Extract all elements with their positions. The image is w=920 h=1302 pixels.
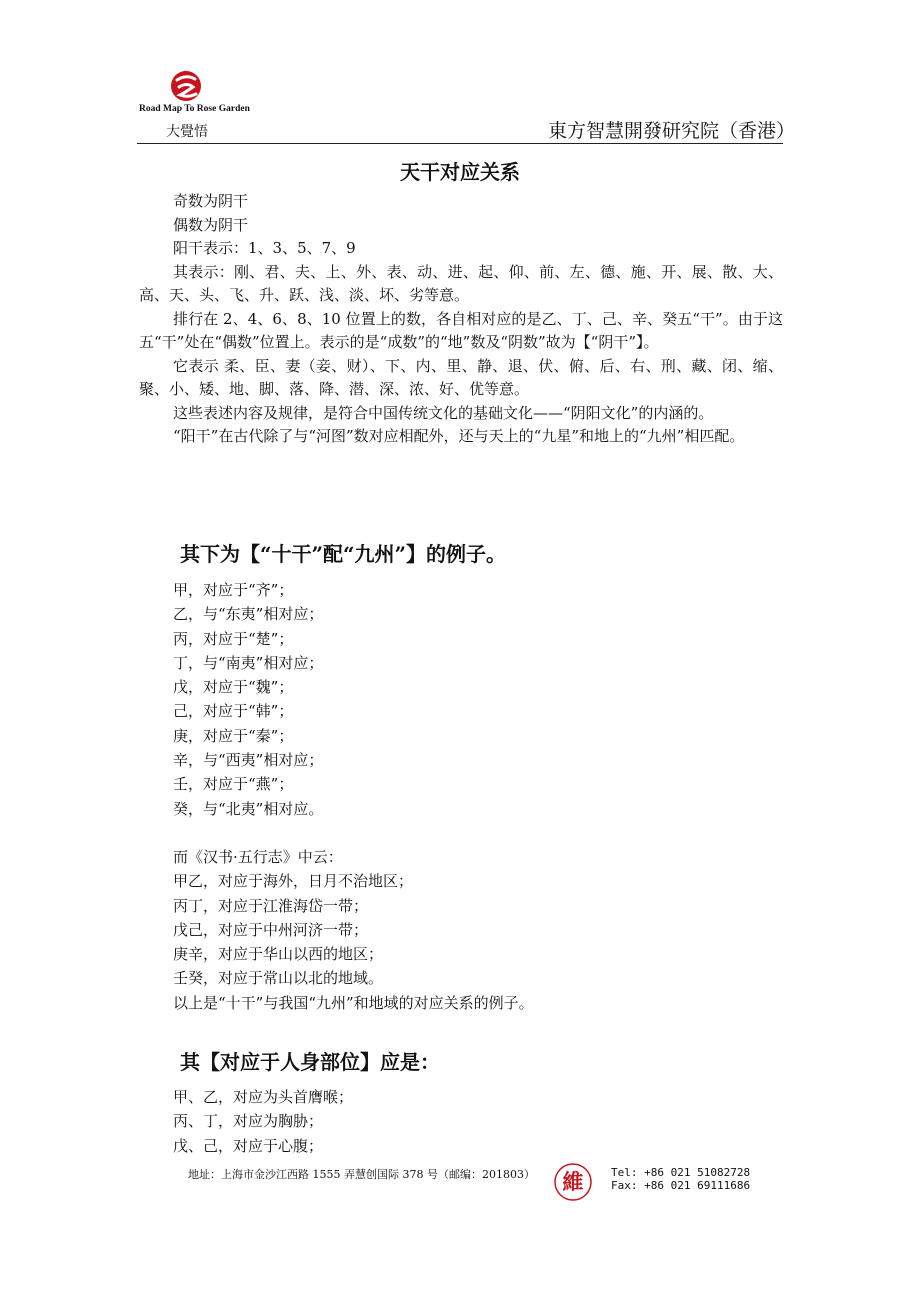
list-item: 甲乙，对应于海外，日月不治地区； [173,872,414,891]
list-item: 甲，对应于“齐”； [173,581,294,599]
jiuzhou-list [173,578,773,821]
list-item: 戊己，对应于中州河济一带； [173,920,369,939]
list-item: 戊，对应于“魏”； [173,678,294,697]
list-item: 辛，与“西夷”相对应； [173,751,324,770]
intro-section [139,190,783,449]
list-item: 丙，对应于“楚”； [173,629,294,648]
logo-icon [168,68,204,104]
institute-name: 東方智慧開發研究院（香港） [547,120,795,142]
paragraph: 奇数为阴干 [173,192,249,210]
paragraph: 偶数为阴干 [173,215,249,234]
list-item: 丙丁，对应于江淮海岱一带； [173,896,369,915]
paragraph: “阳干”在古代除了与“河图”数对应相配外，还与天上的“九星”和地上的“九州”相匹配。 [173,427,745,445]
footer-tel: Tel: +86 021 51082728 [611,1166,751,1179]
list-item: 庚辛，对应于华山以西的地区； [173,945,384,964]
section-heading-body-parts: 其【对应于人身部位】应是： [180,1050,440,1074]
section-heading-jiuzhou: 其下为【“十干”配“九州”】的例子。 [180,542,507,566]
svg-text:維: 維 [562,1169,584,1194]
list-item: 壬，对应于“燕”； [173,775,294,794]
list-item: 癸，与“北夷”相对应。 [173,799,324,818]
tagline: Road Map To Rose Garden [139,104,250,114]
list-item: 丙、丁，对应为胸胁； [173,1112,324,1131]
list-item: 戊、己，对应于心腹； [173,1136,324,1155]
footer-address: 地址：上海市金沙江西路 1555 弄慧创国际 378 号（邮编：201803） [188,1168,535,1181]
body-parts-list [173,1085,773,1158]
paragraph: 其表示：刚、君、夫、上、外、表、动、进、起、仰、前、左、德、施、开、展、散、大、高、天、头、飞、升、跃、浅、淡、坏、劣等意。 [139,262,783,304]
list-item: 乙，与“东夷”相对应； [173,605,324,624]
header-divider [137,143,783,144]
paragraph: 这些表述内容及规律，是符合中国传统文化的基础文化——“阴阳文化”的内涵的。 [173,403,714,422]
seal-icon [553,1162,593,1202]
document-title: 天干对应关系 [400,160,520,184]
paragraph: 它表示 柔、臣、妻（妾、财）、下、内、里、静、退、伏、俯、后、右、刑、藏、闭、缩、聚、小、矮、地、脚、落、降、潜、深、浓、好、优等意。 [139,356,783,398]
list-item: 庚，对应于“秦”； [173,726,294,745]
list-item: 甲、乙，对应为头首膺喉； [173,1088,354,1106]
footer-fax: Fax: +86 021 69111686 [611,1179,751,1192]
brand-name: 大覺悟 [166,124,208,140]
paragraph: 阳干表示：1、3、5、7、9 [173,239,356,257]
list-item: 丁，与“南夷”相对应； [173,653,324,672]
list-item: 而《汉书·五行志》中云： [173,848,343,866]
hanshu-list [173,845,773,1015]
list-item: 壬癸，对应于常山以北的地域。 [173,969,384,988]
list-item: 以上是“十干”与我国“九州”和地域的对应关系的例子。 [173,993,534,1012]
paragraph: 排行在 2、4、6、8、10 位置上的数，各自相对应的是乙、丁、己、辛、癸五“干”。由于这五“干”处在“偶数”位置上。表示的是“成数”的“地”数及“阴数”故为【“阴干”】。 [139,309,783,351]
footer-contact [611,1166,750,1192]
list-item: 己，对应于“韩”； [173,702,294,721]
